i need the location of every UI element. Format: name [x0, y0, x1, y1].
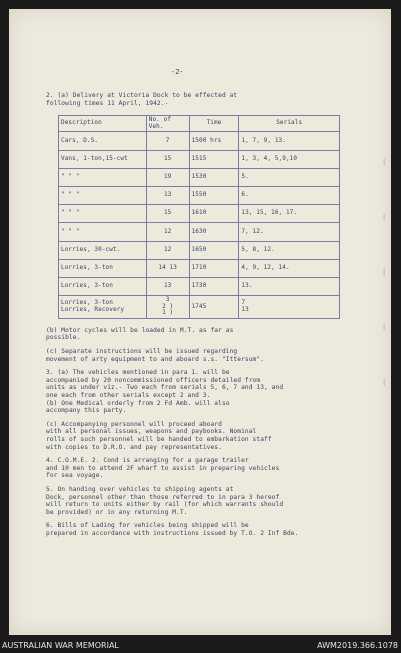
cell-no-of-veh: 12: [146, 241, 189, 259]
cell-description: Vans, 1-ton,15-cwt: [59, 150, 147, 168]
cell-serials: 4, 9, 12, 14.: [239, 259, 340, 277]
cell-time: 1515: [189, 150, 239, 168]
cell-description: " " ": [59, 168, 147, 186]
archive-footer: [0, 638, 401, 653]
cell-time: 1530: [189, 168, 239, 186]
header-description: Description: [59, 116, 147, 132]
table-row: [59, 168, 340, 186]
table-row: [59, 241, 340, 259]
footer-institution: AUSTRALIAN WAR MEMORIAL: [2, 641, 119, 650]
cell-serials: 5.: [239, 168, 340, 186]
cell-serials: 13, 15, 16, 17.: [239, 205, 340, 223]
table-row: [59, 205, 340, 223]
table-row: [59, 277, 340, 295]
table-row: [59, 223, 340, 241]
body-paragraph: (c) Separate instructions will be issued regarding movement of arty equipment to and aboard s.s. "Ittersum".: [46, 348, 265, 363]
cell-description: Lorries, 3-ton Lorries, Recovery: [59, 296, 147, 319]
cell-description: Cars, D.S.: [59, 132, 147, 150]
page-edge-marks: | | | | |: [382, 158, 387, 386]
cell-time: 1650: [189, 241, 239, 259]
cell-serials: 7 13: [239, 296, 340, 319]
cell-no-of-veh: 12: [146, 223, 189, 241]
cell-time: 1730: [189, 277, 239, 295]
cell-description: Lorries, 30-cwt.: [59, 241, 147, 259]
body-paragraph: 4. C.O.M.E. 2. Cond is arranging for a garage trailer and 10 men to attend 2F wharf to assist in preparing vehicles for sea voyage.: [46, 457, 280, 480]
cell-time: 1550: [189, 186, 239, 204]
cell-no-of-veh: 7: [146, 132, 189, 150]
cell-time: 1745: [189, 296, 239, 319]
body-paragraph: 5. On handing over vehicles to shipping agents at Dock, personnel other than those referred to in para 3 hereof will return to units either by rail (for which warrants should be provided) or in any returning M.T.: [46, 485, 284, 516]
table-row: [59, 259, 340, 277]
table-row: [59, 132, 340, 150]
table-row: [59, 186, 340, 204]
cell-no-of-veh: 15: [146, 205, 189, 223]
cell-time: 1610: [189, 205, 239, 223]
cell-time: 1710: [189, 259, 239, 277]
cell-no-of-veh: 13: [146, 277, 189, 295]
footer-accession-number: AWM2019.366.1078: [317, 641, 398, 650]
cell-description: Lorries, 3-ton: [59, 277, 147, 295]
body-paragraph: 3. (a) The vehicles mentioned in para 1. will be accompanied by 20 noncommissioned officers detailed from units as under viz.- Two each from serials 5, 6, 7 and 13, and one each from other serials except 2 and 3. (b) One Medical orderly from 2 Fd Amb. will also accompany this party.: [46, 369, 284, 415]
body-paragraph: (c) Accompanying personnel will proceed aboard with all personal issues, weapons and paybooks. Nominal rolls of such personnel will be handed to embarkation staff with copies to D.R.O. and pay representatives.: [46, 420, 272, 451]
delivery-schedule-table: [58, 115, 340, 319]
cell-description: Lorries, 3-ton: [59, 259, 147, 277]
cell-serials: 5, 8, 12.: [239, 241, 340, 259]
body-paragraph: 6. Bills of Lading for vehicles being shipped will be prepared in accordance with instructions issued by T.O. 2 Inf Bde.: [46, 522, 299, 537]
body-paragraph: (b) Motor cycles will be loaded in M.T. as far as possible.: [46, 326, 234, 342]
header-no-of-veh: No. of Veh.: [146, 116, 189, 132]
cell-no-of-veh: 14 13: [146, 259, 189, 277]
cell-no-of-veh: 19: [146, 168, 189, 186]
page-number: -2-: [171, 68, 184, 76]
table-row: [59, 150, 340, 168]
cell-description: " " ": [59, 223, 147, 241]
cell-serials: 13.: [239, 277, 340, 295]
header-time: Time: [189, 116, 239, 132]
cell-serials: 1, 7, 9, 13.: [239, 132, 340, 150]
cell-description: " " ": [59, 186, 147, 204]
section-2a-intro: 2. (a) Delivery at Victoria Dock to be effected at following times 11 April, 1942.-: [46, 92, 238, 107]
header-serials: Serials: [239, 116, 340, 132]
cell-time: 1500 hrs: [189, 132, 239, 150]
table-row: [59, 296, 340, 319]
cell-no-of-veh: 15: [146, 150, 189, 168]
cell-serials: 1, 3, 4, 5,9,10: [239, 150, 340, 168]
paragraph-list: [46, 327, 358, 538]
cell-description: " " ": [59, 205, 147, 223]
cell-no-of-veh: 13: [146, 186, 189, 204]
cell-time: 1630: [189, 223, 239, 241]
cell-no-of-veh: 3 2 ) 1 ): [146, 296, 189, 319]
document-body: [46, 92, 358, 544]
cell-serials: 6.: [239, 186, 340, 204]
cell-serials: 7, 12.: [239, 223, 340, 241]
table-header-row: [59, 116, 340, 132]
